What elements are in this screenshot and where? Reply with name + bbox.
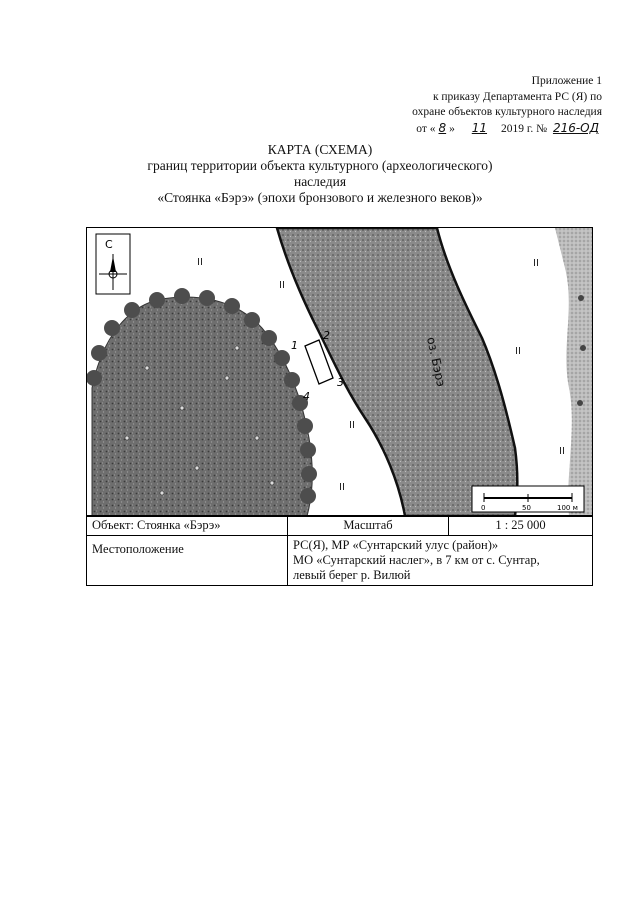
appendix-title: Приложение 1 <box>531 75 602 87</box>
marsh-symbol: II <box>349 420 355 431</box>
map-svg <box>87 228 592 516</box>
forest-area <box>87 288 317 516</box>
date-separator: » <box>449 122 455 135</box>
order-number: 216-ОД <box>552 120 599 135</box>
info-table <box>86 515 593 586</box>
marsh-symbol: II <box>559 446 565 457</box>
map-subtitle-1: границ территории объекта культурного (археологического) <box>147 158 493 173</box>
location-value-cell <box>288 536 593 586</box>
map-subtitle-3: «Стоянка «Бэрэ» (эпохи бронзового и железного веков)» <box>157 190 483 205</box>
marsh-symbol: II <box>515 346 521 357</box>
marsh-symbol: II <box>339 482 345 493</box>
object-cell: Объект: Стоянка «Бэрэ» <box>87 516 288 536</box>
date-month: 11 <box>471 120 488 135</box>
marsh-symbol: II <box>197 257 203 268</box>
point-label-1: 1 <box>291 339 298 352</box>
table-row <box>87 516 593 536</box>
location-line-1: РС(Я), МР «Сунтарский улус (район)» <box>293 538 499 552</box>
location-line-3: левый берег р. Вилюй <box>293 568 411 582</box>
date-year: 2019 г. № <box>501 122 548 135</box>
marsh-symbol: II <box>279 280 285 291</box>
point-label-3: 3 <box>337 376 344 389</box>
table-row <box>87 536 593 586</box>
lake-label: оз. Бэрэ <box>424 335 449 388</box>
scale-tick-100: 100 м <box>557 504 578 512</box>
map-scheme <box>86 227 593 517</box>
scale-value-cell: 1 : 25 000 <box>449 516 593 536</box>
point-label-4: 4 <box>303 390 310 403</box>
date-day: 8 <box>438 120 447 135</box>
appendix-department-line: охране объектов культурного наследия <box>412 106 602 118</box>
compass-rose <box>96 234 130 294</box>
scale-tick-50: 50 <box>522 504 531 512</box>
scale-bar <box>472 486 584 512</box>
appendix-order-line: к приказу Департамента РС (Я) по <box>432 90 602 103</box>
location-line-2: МО «Сунтарский наслег», в 7 км от с. Сунтар, <box>293 553 540 567</box>
right-shoreline <box>555 228 592 516</box>
compass-north-letter: С <box>105 238 113 251</box>
location-label-cell: Местоположение <box>87 536 288 586</box>
appendix-block <box>342 74 602 137</box>
map-subtitle-2: наследия <box>293 174 347 189</box>
map-title: КАРТА (СХЕМА) <box>267 142 373 157</box>
point-label-2: 2 <box>323 329 330 342</box>
date-prefix: от « <box>416 122 436 135</box>
scale-tick-0: 0 <box>481 504 486 512</box>
marsh-symbol: II <box>533 258 539 269</box>
map-title-block <box>0 142 640 206</box>
scale-label-cell: Масштаб <box>288 516 449 536</box>
appendix-date-line <box>342 121 602 138</box>
